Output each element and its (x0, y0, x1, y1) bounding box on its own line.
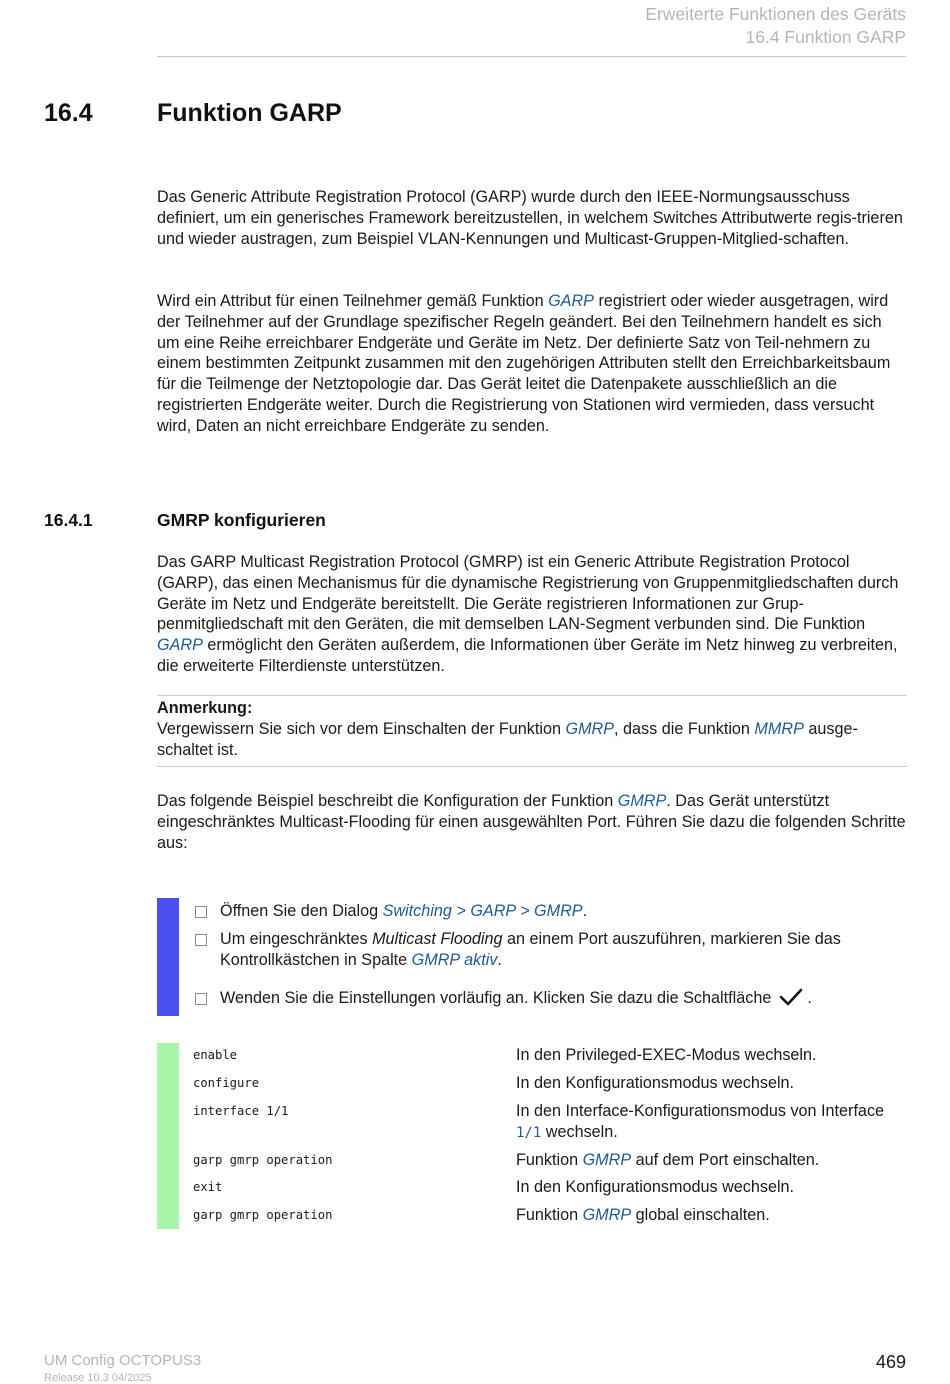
cli-command: configure (193, 1076, 260, 1090)
cli-command: exit (193, 1180, 223, 1194)
subsection-number: 16.4.1 (44, 510, 93, 530)
step-text: . (497, 950, 502, 969)
step-checkbox-icon (195, 993, 207, 1005)
step-text: . (582, 902, 588, 920)
step-item (195, 988, 907, 1012)
cli-command: garp gmrp operation (193, 1153, 333, 1167)
page-number: 469 (875, 1352, 906, 1372)
cli-description-text: auf dem Port einschalten. (631, 1151, 820, 1169)
step-checkbox-icon (195, 906, 207, 918)
header-rule (157, 56, 906, 57)
multicast-flooding-term: Multicast Flooding (372, 930, 503, 948)
cli-command: enable (193, 1048, 238, 1062)
section-number: 16.4 (44, 99, 93, 127)
gmrp-link[interactable]: GMRP (565, 719, 615, 738)
step-text: an einem Port auszuführen, markieren Sie das Kontrollkästchen in Spalte (220, 930, 841, 969)
step-item (195, 901, 907, 922)
paragraph-text: Das GARP Multicast Registration Protocol (GMRP) ist ein Generic Attribute Registration Protocol (GARP), das einen Mechanismus für die dynamische Registrierung von Gruppenmitgliedschaften durch Geräte im Netz und Endgeräte bereitstellt. Die Geräte registrieren Informationen zur Grup-penmitgliedschaft mit den Geräten, die mit demselben LAN-Segment verbunden sind. Die Funktion (157, 553, 899, 634)
step-checkbox-icon (195, 934, 207, 946)
interface-code: 1/1 (516, 1124, 542, 1141)
paragraph-text: Wird ein Attribut für einen Teilnehmer gemäß Funktion (157, 292, 549, 310)
cli-description-text: global einschalten. (631, 1206, 770, 1224)
cli-description (516, 1045, 906, 1066)
paragraph-text: registriert oder wieder ausgetragen, wird der Teilnehmer auf der Grundlage spezifischer Regeln geändert. Bei den Teilnehmern handelt es sich um eine Reihe erreichbarer Endgeräte und Geräte im Netz. Der definierte Satz von Teil-nehmern zu einem bestimmten Zeitpunkt zusammen mit den zugehörigen Attributen stellt den Erreichbarkeitsbaum für die Teilmenge der Netztopologie dar. Das Gerät leitet die Datenpakete ausschließlich an die registrierten Endgeräte weiter. Durch die Registrierung von Stationen wird vermieden, dass versucht wird, Daten an nicht erreichbare Endgeräte zu senden. (157, 292, 891, 435)
cli-description-text: Funktion (516, 1151, 583, 1169)
cli-command: interface 1/1 (193, 1104, 289, 1118)
footer-release: Release 10.3 04/2025 (44, 1372, 152, 1384)
note-box (157, 698, 907, 760)
paragraph-text: ermöglicht den Geräten außerdem, die Informationen über Geräte im Netz hinweg zu verbreiten, die erweiterte Filterdienste unterstützen. (157, 636, 898, 675)
running-header-section: 16.4 Funktion GARP (745, 27, 906, 47)
note-bottom-rule (157, 766, 907, 767)
paragraph-text: Das Generic Attribute Registration Protocol (GARP) wurde durch den IEEE-Normungsausschuss definiert, um ein generisches Framework bereitzustellen, in welchem Switches Attributwerte regis-trieren und wieder austragen, zum Beispiel VLAN-Kennungen und Multicast-Gruppen-Mitglied-schaften. (157, 188, 903, 248)
cli-description (516, 1205, 906, 1226)
cli-description-text: wechseln. (541, 1122, 618, 1141)
paragraph-text: . Das Gerät unterstützt eingeschränktes Multicast-Flooding für einen ausgewählten Port. Führen Sie dazu die folgenden Schritte aus: (157, 792, 906, 852)
cli-steps-bar (157, 1043, 179, 1229)
cli-description (516, 1150, 906, 1171)
step-text: Öffnen Sie den Dialog (220, 902, 383, 920)
cli-description-text: In den Konfigurationsmodus wechseln. (516, 1074, 795, 1092)
cli-description (516, 1177, 906, 1198)
step-text: Wenden Sie die Einstellungen vorläufig an. Klicken Sie dazu die Schaltfläche (220, 989, 772, 1007)
step-item (195, 929, 907, 971)
step-text: . (807, 989, 812, 1007)
section-title: Funktion GARP (157, 99, 342, 127)
cli-description-text: Funktion (516, 1206, 583, 1224)
footer-document-name: UM Config OCTOPUS3 (44, 1352, 202, 1369)
cli-description-text: In den Privileged-EXEC-Modus wechseln. (516, 1046, 817, 1064)
gui-steps-bar (157, 898, 179, 1016)
running-header-chapter: Erweiterte Funktionen des Geräts (645, 4, 906, 24)
dialog-path-link[interactable]: Switching > GARP > GMRP (382, 902, 583, 920)
note-text: ausge-schaltet ist. (157, 719, 858, 759)
note-top-rule (157, 695, 907, 696)
cli-description (516, 1101, 906, 1144)
gmrp-link[interactable]: GMRP (617, 792, 667, 810)
gmrp-aktiv-column-link[interactable]: GMRP aktiv (411, 950, 498, 969)
cli-description-text: In den Konfigurationsmodus wechseln. (516, 1178, 795, 1196)
gmrp-link[interactable]: GMRP (582, 1206, 632, 1224)
note-title: Anmerkung: (157, 699, 253, 717)
section-intro-paragraph (157, 187, 907, 249)
cli-description-text: In den Interface-Konfigurationsmodus von Interface (516, 1102, 885, 1120)
garp-link[interactable]: GARP (548, 292, 594, 310)
gmrp-link[interactable]: GMRP (582, 1151, 632, 1169)
subsection-example-paragraph (157, 791, 907, 853)
cli-description (516, 1073, 906, 1094)
note-text: , dass die Funktion (614, 719, 755, 738)
note-text: Vergewissern Sie sich vor dem Einschalten der Funktion (157, 719, 566, 738)
garp-link[interactable]: GARP (157, 636, 203, 655)
step-text: Um eingeschränktes (220, 930, 373, 948)
subsection-intro-paragraph (157, 552, 907, 677)
mmrp-link[interactable]: MMRP (754, 719, 804, 738)
cli-command: garp gmrp operation (193, 1208, 333, 1222)
checkmark-icon[interactable] (779, 988, 803, 1012)
section-second-paragraph (157, 291, 907, 437)
subsection-title: GMRP konfigurieren (157, 510, 326, 530)
paragraph-text: Das folgende Beispiel beschreibt die Konfiguration der Funktion (157, 792, 618, 810)
